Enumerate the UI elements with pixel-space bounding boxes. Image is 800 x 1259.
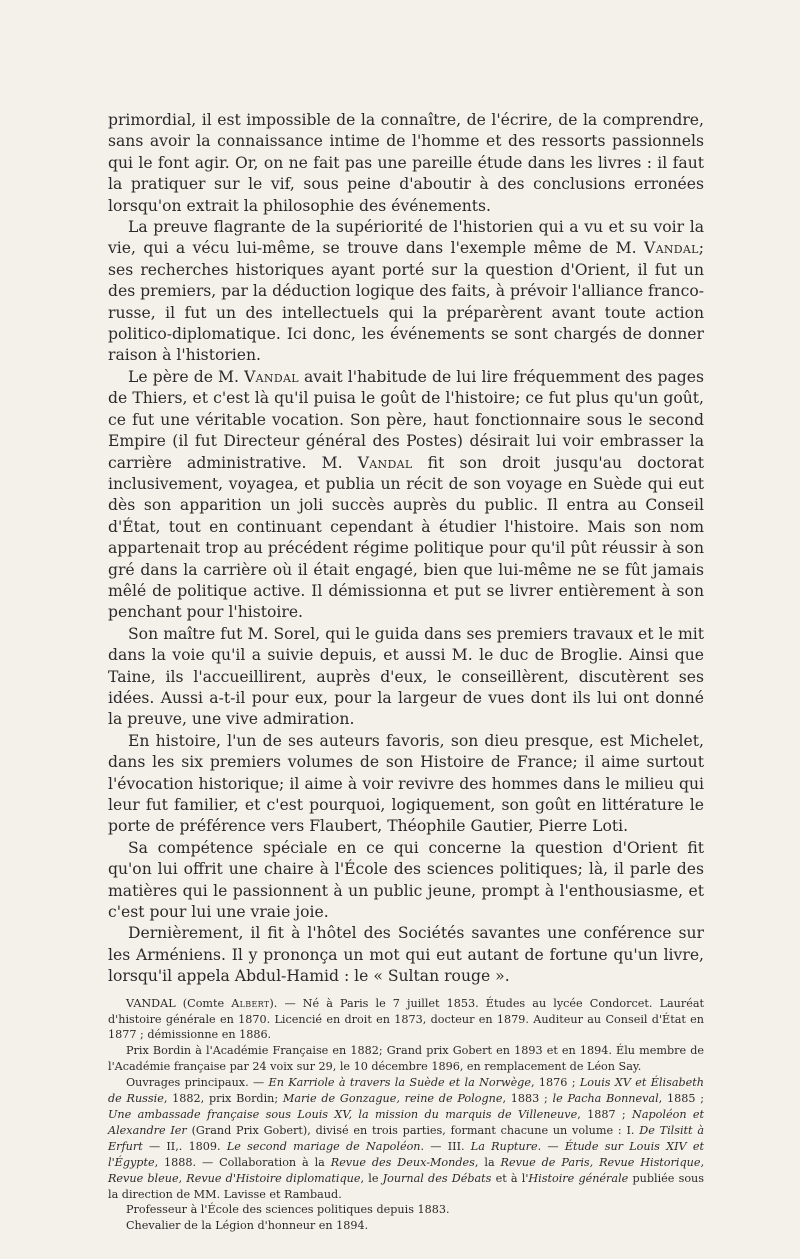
text-segment: , le xyxy=(360,1171,383,1185)
text-segment: (Comte xyxy=(175,996,232,1010)
text-segment: . — III. xyxy=(420,1139,471,1153)
text-segment: (Grand Prix Gobert), divisé en trois parties, formant chacune un volume : I. xyxy=(186,1123,640,1137)
text-segment: et à l' xyxy=(491,1171,529,1185)
author-name: Vandal xyxy=(357,453,413,472)
text-segment: Ouvrages principaux. — xyxy=(126,1076,269,1090)
work-title: Louis XV et Élisabeth de Russie xyxy=(108,1076,704,1106)
bio-professor: Professeur à l'École des sciences politiques depuis 1883. xyxy=(126,1203,450,1217)
author-name: Vandal xyxy=(244,367,299,386)
text-segment: , 1883 ; xyxy=(502,1092,553,1106)
text-segment: , 1888. — Collaboration à la xyxy=(154,1155,331,1169)
bio-works xyxy=(108,1075,704,1202)
text-segment: Le père de M. xyxy=(128,367,245,386)
text-segment: avait l'habitude de lui lire fréquemment des pages de Thiers, et c'est là qu'il puisa le goût de l'histoire; ce fut plus qu'un goût, ce fut une véritable vocation. Son père, haut fonctionnaire sous le second Empire (il fut Directeur général des Postes) désirait lui voir embrasser la carrière administrative. M. xyxy=(108,367,704,472)
bio-honor: Chevalier de la Légion d'honneur en 1894. xyxy=(126,1219,369,1233)
document-page xyxy=(108,110,704,1234)
paragraph-2 xyxy=(108,217,704,367)
author-name: Vandal xyxy=(644,239,699,258)
work-title: Napoléon et Alexandre Ier xyxy=(108,1108,705,1137)
paragraph-1: primordial, il est impossible de la connaître, de l'écrire, de la comprendre, sans avoir la connaissance intime de l'homme et des ressorts passionnels qui le font agir. Or, on ne fait pas une pareille étude dans les livres : il faut la pratiquer sur le vif, sous peine d'aboutir à des conclusions erronées lorsqu'on extrait la philosophie des événements. xyxy=(108,111,704,215)
paragraph-3 xyxy=(108,367,704,624)
paragraph-6: Sa compétence spéciale en ce qui concerne la question d'Orient fit qu'on lui offrit une chaire à l'École des sciences politiques; là, il parle des matières qui le passionnent à un public jeune, prompt à l'enthousiasme, et c'est pour lui une vraie joie. xyxy=(108,838,704,922)
text-segment: La preuve flagrante de la supériorité de l'historien qui a vu et su voir la vie, qui a vécu lui-même, se trouve dans l'exemple même de M. xyxy=(108,218,704,258)
paragraph-7: Dernièrement, il fit à l'hôtel des Sociétés savantes une conférence sur les Arméniens. Il y prononça un mot qui eut autant de fortune qu'un livre, lorsqu'il appela Abdul-Hamid : le « Sultan rouge ». xyxy=(108,924,704,986)
text-segment: , 1887 ; xyxy=(577,1108,633,1121)
work-title: le Pacha Bonneval xyxy=(552,1092,659,1106)
text-segment: ; ses recherches historiques ayant porté sur la question d'Orient, il fut un des premiers, par la déduction logique des faits, à prévoir l'alliance franco-russe, il fut un des intellectuels qui la préparèrent avant toute action politico-diplomatique. Ici donc, les événements se sont chargés de donner raison à l'historien. xyxy=(108,239,704,365)
text-segment: — II,. 1809. xyxy=(142,1139,227,1153)
work-title: Revue des Deux-Mondes xyxy=(330,1155,475,1169)
bio-name: VANDAL xyxy=(126,996,176,1010)
bio-first-name: Albert xyxy=(231,996,270,1010)
text-segment: fit son droit jusqu'au doctorat inclusivement, voyagea, et publia un récit de son voyage en Suède qui eut dès son apparition un joli succès auprès du public. Il entra au Conseil d'État, tout en continuant cependant à étudier l'histoire. Mais son nom appartenait trop au précédent régime politique pour qu'il pût réussir à son gré dans la carrière où il était engagé, bien que lui-même ne se fût jamais mêlé de politique active. Il démissionna et put se livrer entièrement à son penchant pour l'histoire. xyxy=(108,453,704,622)
work-title: En Karriole à travers la Suède et la Norwège xyxy=(268,1076,531,1090)
work-title: Une ambassade française sous Louis XV, la mission du marquis de Villeneuve xyxy=(108,1108,578,1121)
text-segment: ). — Né à Paris le 7 juillet 1853. Études au lycée Condorcet. Lauréat d'histoire générale en 1870. Licencié en droit en 1873, docteur en 1879. Auditeur au Conseil d'État en 1877 ; démissionne en 1886. xyxy=(108,996,705,1042)
bio-prizes: Prix Bordin à l'Académie Française en 1882; Grand prix Gobert en 1893 et en 1894. Élu membre de l'Académie française par 24 voix sur 29, le 10 décembre 1896, en remplacement de Léon Say. xyxy=(108,1044,704,1074)
work-title: Marie de Gonzague, reine de Pologne xyxy=(282,1092,503,1106)
text-segment: , 1885 ; xyxy=(658,1092,704,1106)
text-segment: , 1876 ; xyxy=(530,1076,580,1090)
bio-heading xyxy=(108,996,704,1044)
text-segment: , la xyxy=(474,1155,501,1169)
text-segment: . — xyxy=(537,1139,565,1153)
paragraph-5: En histoire, l'un de ses auteurs favoris, son dieu presque, est Michelet, dans les six premiers volumes de son Histoire de France; il aime surtout l'évocation historique; il aime à voir revivre des hommes dans le milieu qui leur fut familier, et c'est pourquoi, logiquement, son goût en littérature le porte de préférence vers Flaubert, Théophile Gautier, Pierre Loti. xyxy=(108,731,704,836)
main-text xyxy=(108,110,704,988)
work-title: Histoire générale xyxy=(528,1171,629,1185)
work-title: Le second mariage de Napoléon xyxy=(226,1139,421,1153)
work-title: Journal des Débats xyxy=(382,1171,492,1185)
text-segment: , 1882, prix Bordin; xyxy=(163,1092,283,1106)
work-title: Revue de Paris, Revue Historique, Revue bleue, Revue d'Histoire diplomatique xyxy=(108,1155,705,1185)
work-title: Étude sur Louis XIV et l'Égypte xyxy=(108,1139,704,1169)
work-title: De Tilsitt à Erfurt xyxy=(108,1123,704,1153)
text-segment: publiée sous la direction de MM. Lavisse et Rambaud. xyxy=(108,1171,704,1201)
biography-note xyxy=(108,996,704,1235)
work-title: La Rupture xyxy=(470,1139,538,1153)
paragraph-4: Son maître fut M. Sorel, qui le guida dans ses premiers travaux et le mit dans la voie qu'il a suivie depuis, et aussi M. le duc de Broglie. Ainsi que Taine, ils l'accueillirent, auprès d'eux, le conseillèrent, discutèrent ses idées. Aussi a-t-il pour eux, pour la largeur de vues dont ils lui ont donné la preuve, une vive admiration. xyxy=(108,624,704,729)
